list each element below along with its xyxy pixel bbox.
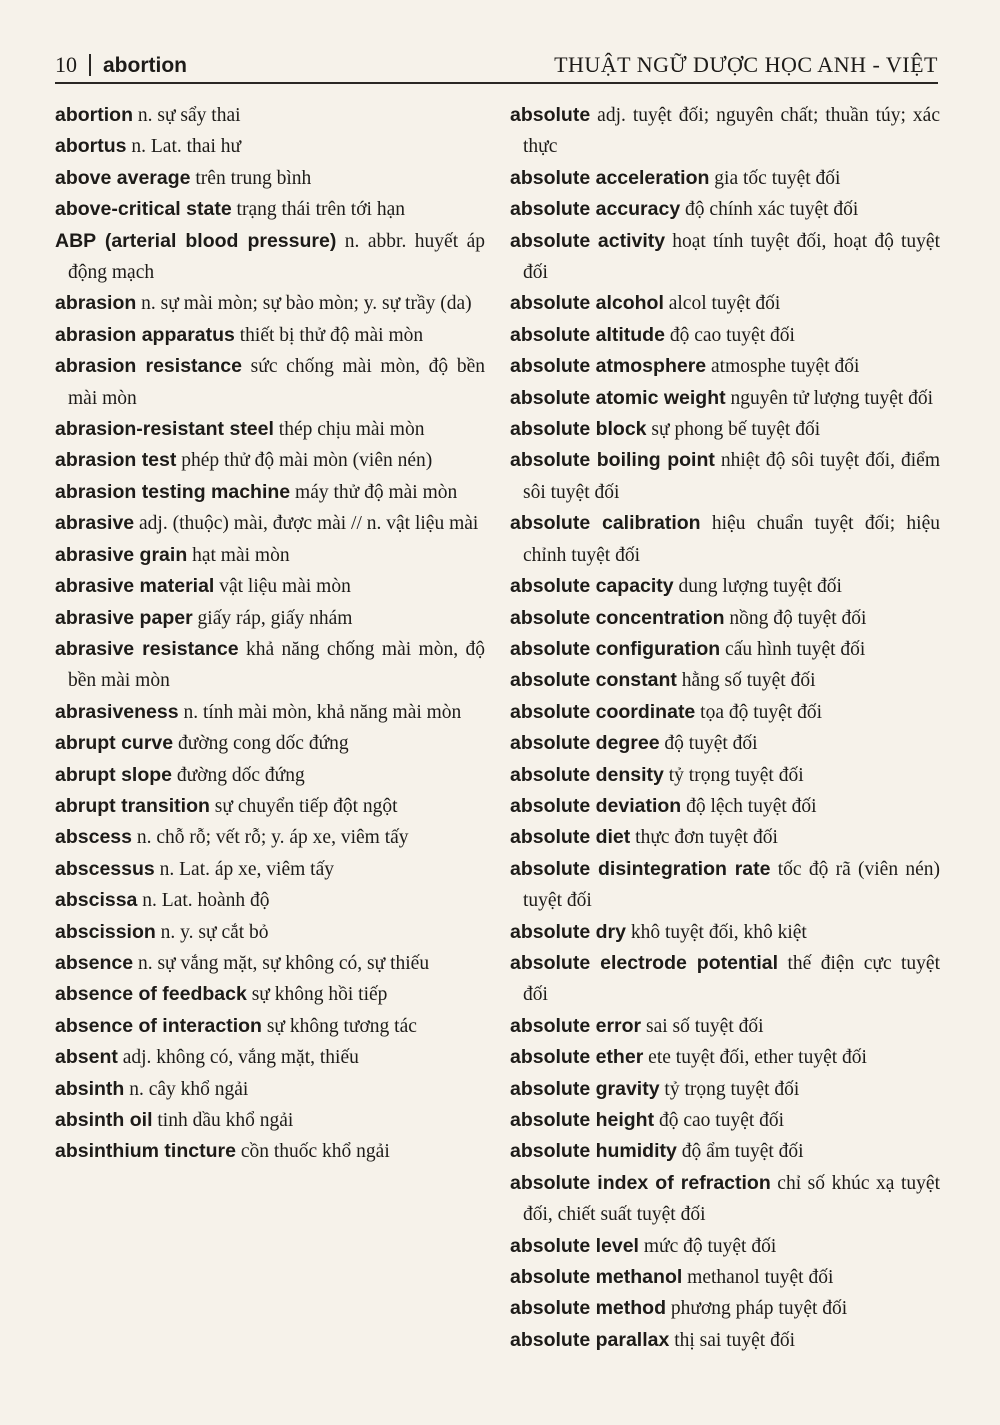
entry-term: abscission <box>55 920 156 943</box>
dictionary-entry <box>55 885 485 916</box>
entry-definition: sự không hồi tiếp <box>246 984 388 1006</box>
entry-term: absinthium tincture <box>55 1140 236 1163</box>
entry-term: absolute configuration <box>510 637 721 660</box>
entry-term: absolute disintegration rate <box>510 857 771 880</box>
dictionary-entry <box>510 508 940 571</box>
entry-term: abortus <box>55 135 127 158</box>
entry-definition: độ lệch tuyệt đối <box>681 795 817 817</box>
entry-definition: n. sự vắng mặt, sự không có, sự thiếu <box>133 952 430 974</box>
entry-term: abrasive material <box>55 575 215 598</box>
dictionary-entry <box>510 822 940 853</box>
entry-definition: phương pháp tuyệt đối <box>666 1298 848 1320</box>
dictionary-entry <box>55 1136 485 1167</box>
entry-definition: n. Lat. hoành độ <box>137 890 270 912</box>
entry-term: absinth oil <box>55 1109 153 1131</box>
entry-definition: hạt mài mòn <box>187 544 290 566</box>
entry-term: absinth <box>55 1077 125 1100</box>
entry-term: absent <box>55 1046 118 1069</box>
entry-term: abrasion <box>55 292 137 315</box>
dictionary-entry <box>55 163 485 194</box>
entry-term: absolute atmosphere <box>510 355 707 378</box>
entry-term: absolute dry <box>510 920 626 943</box>
dictionary-entry <box>510 697 940 728</box>
dictionary-entry <box>55 760 485 791</box>
dictionary-entry <box>55 508 485 539</box>
entry-term: abrasive grain <box>55 543 188 566</box>
entry-term: abrupt curve <box>55 732 174 755</box>
entry-definition: adj. không có, vắng mặt, thiếu <box>117 1047 359 1069</box>
entry-definition: tỷ trọng tuyệt đối <box>663 764 804 786</box>
dictionary-entry <box>510 320 940 351</box>
entry-definition: cồn thuốc khổ ngải <box>235 1141 390 1163</box>
header-left <box>55 52 187 78</box>
entry-term: absolute activity <box>510 229 666 252</box>
entry-definition: hằng số tuyệt đối <box>676 670 816 692</box>
entry-term: above average <box>55 166 191 189</box>
entry-definition: sai số tuyệt đối <box>641 1015 764 1037</box>
dictionary-entry <box>55 979 485 1010</box>
dictionary-entry <box>510 854 940 917</box>
entry-definition: độ ẩm tuyệt đối <box>676 1141 804 1163</box>
dictionary-entry <box>55 477 485 508</box>
entry-definition: độ cao tuyệt đối <box>654 1110 785 1131</box>
header-divider <box>89 54 91 76</box>
dictionary-entry <box>55 351 485 414</box>
dictionary-entry <box>55 854 485 885</box>
entry-term: absolute gravity <box>510 1077 660 1100</box>
dictionary-entry <box>55 791 485 822</box>
entry-definition: máy thử độ mài mòn <box>290 481 458 503</box>
entry-definition: chỉ số khúc xạ tuyệt đối, chiết suất tuyệt đối <box>523 1172 940 1226</box>
dictionary-entry <box>55 131 485 162</box>
entry-term: absolute capacity <box>510 575 674 598</box>
entry-term: abrupt transition <box>55 794 210 817</box>
entry-definition: n. y. sự cắt bỏ <box>155 921 269 943</box>
entry-term: ABP (arterial blood pressure) <box>55 229 337 252</box>
dictionary-entry <box>510 665 940 696</box>
entry-definition: n. Lat. thai hư <box>126 136 242 158</box>
dictionary-entry <box>55 226 485 289</box>
dictionary-entry <box>55 100 485 131</box>
entry-term: absolute method <box>510 1297 667 1320</box>
dictionary-entry <box>510 1074 940 1105</box>
entry-term: absolute density <box>510 763 664 786</box>
entry-definition: hiệu chuẩn tuyệt đối; hiệu chỉnh tuyệt đối <box>523 513 940 566</box>
entry-definition: thế điện cực tuyệt đối <box>523 952 941 1006</box>
dictionary-entry <box>510 603 940 634</box>
entry-definition: mức độ tuyệt đối <box>638 1235 777 1257</box>
entry-definition: adj. tuyệt đối; nguyên chất; thuần túy; xác thực <box>523 105 940 158</box>
entry-term: abscess <box>55 826 132 849</box>
entry-term: absolute acceleration <box>510 166 710 189</box>
entry-definition: sức chống mài mòn, độ bền mài mòn <box>68 356 485 409</box>
entry-definition: tốc độ rã (viên nén) tuyệt đối <box>523 858 941 912</box>
dictionary-entry <box>55 728 485 759</box>
entry-term: abrasion-resistant steel <box>55 418 274 441</box>
entry-definition: khô tuyệt đối, khô kiệt <box>625 921 807 943</box>
entry-term: abrasion resistance <box>55 355 242 378</box>
entry-term: absolute diet <box>510 826 631 849</box>
entry-term: above-critical state <box>55 198 232 221</box>
entry-term: absolute height <box>510 1109 655 1131</box>
dictionary-entry <box>510 1325 940 1356</box>
dictionary-entry <box>510 791 940 822</box>
dictionary-entry <box>55 948 485 979</box>
dictionary-entry <box>55 634 485 697</box>
entry-term: abrasiveness <box>55 700 179 723</box>
page-header <box>55 44 938 84</box>
dictionary-entry <box>510 728 940 759</box>
entry-definition: n. abbr. huyết áp động mạch <box>68 230 485 284</box>
entry-definition: sự chuyển tiếp đột ngột <box>209 795 398 817</box>
dictionary-entry <box>510 383 940 414</box>
entry-definition: thị sai tuyệt đối <box>669 1329 795 1351</box>
dictionary-entry <box>55 603 485 634</box>
dictionary-entry <box>55 1074 485 1105</box>
dictionary-entry <box>510 760 940 791</box>
dictionary-entry <box>55 540 485 571</box>
dictionary-entry <box>510 1042 940 1073</box>
dictionary-entry <box>510 634 940 665</box>
entry-definition: thực đơn tuyệt đối <box>630 827 778 849</box>
dictionary-entry <box>510 226 940 289</box>
left-column <box>55 100 485 1168</box>
entry-definition: tọa độ tuyệt đối <box>695 701 823 723</box>
dictionary-entry <box>55 320 485 351</box>
dictionary-entry <box>55 194 485 225</box>
dictionary-entry <box>55 288 485 319</box>
entry-term: absolute error <box>510 1014 642 1037</box>
right-column <box>510 100 940 1356</box>
dictionary-entry <box>510 1231 940 1262</box>
dictionary-entry <box>55 445 485 476</box>
entry-term: absolute methanol <box>510 1266 683 1289</box>
dictionary-entry <box>55 571 485 602</box>
entry-definition: vật liệu mài mòn <box>214 576 351 598</box>
dictionary-entry <box>510 194 940 225</box>
dictionary-entry <box>55 1042 485 1073</box>
entry-term: abrasive resistance <box>55 637 239 660</box>
entry-term: abortion <box>55 104 133 126</box>
dictionary-entry <box>510 445 940 508</box>
dictionary-entry <box>510 1136 940 1167</box>
entry-definition: n. tính mài mòn, khả năng mài mòn <box>178 701 462 723</box>
entry-term: absence <box>55 951 134 974</box>
dictionary-entry <box>510 351 940 382</box>
page-number: 10 <box>55 52 77 77</box>
entry-definition: nồng độ tuyệt đối <box>724 607 867 629</box>
dictionary-entry <box>510 414 940 445</box>
entry-definition: thiết bị thử độ mài mòn <box>234 324 424 346</box>
entry-definition: cấu hình tuyệt đối <box>720 638 866 660</box>
entry-definition: n. Lat. áp xe, viêm tấy <box>154 858 334 880</box>
entry-definition: atmosphe tuyệt đối <box>706 356 860 378</box>
entry-term: absolute coordinate <box>510 700 696 723</box>
dictionary-entry <box>510 1105 940 1136</box>
entry-definition: khả năng chống mài mòn, độ bền mài mòn <box>68 638 486 692</box>
entry-definition: độ cao tuyệt đối <box>664 324 795 346</box>
entry-term: absolute block <box>510 418 647 441</box>
entry-definition: trạng thái trên tới hạn <box>231 199 405 221</box>
entry-definition: sự phong bế tuyệt đối <box>646 419 821 441</box>
dictionary-entry <box>55 1105 485 1136</box>
entry-definition: độ tuyệt đối <box>659 733 758 755</box>
entry-definition: thép chịu mài mòn <box>273 419 425 441</box>
entry-term: abrasive <box>55 512 135 535</box>
dictionary-entry <box>55 414 485 445</box>
entry-definition: phép thử độ mài mòn (viên nén) <box>176 450 433 472</box>
entry-definition: sự không tương tác <box>261 1015 417 1037</box>
entry-definition: đường dốc đứng <box>172 764 305 786</box>
entry-definition: n. sự sẩy thai <box>133 105 241 126</box>
entry-definition: n. sự mài mòn; sự bào mòn; y. sự trầy (da) <box>136 293 472 315</box>
entry-term: abrasive paper <box>55 606 193 629</box>
entry-definition: adj. (thuộc) mài, được mài // n. vật liệu mài <box>134 513 479 535</box>
dictionary-entry <box>510 917 940 948</box>
dictionary-entry <box>510 1293 940 1324</box>
entry-term: absolute parallax <box>510 1328 670 1351</box>
entry-definition: tỷ trọng tuyệt đối <box>659 1078 800 1100</box>
entry-term: absolute deviation <box>510 794 682 817</box>
entry-definition: độ chính xác tuyệt đối <box>680 199 859 221</box>
dictionary-entry <box>510 571 940 602</box>
entry-term: absolute atomic weight <box>510 386 726 409</box>
entry-term: absolute boiling point <box>510 449 715 472</box>
dictionary-entry <box>510 1262 940 1293</box>
dictionary-entry <box>510 163 940 194</box>
entry-term: absolute electrode potential <box>510 951 779 974</box>
entry-definition: giấy ráp, giấy nhám <box>192 607 353 629</box>
entry-definition: dung lượng tuyệt đối <box>673 576 842 598</box>
dictionary-entry <box>510 1168 940 1231</box>
entry-term: absolute <box>510 104 591 126</box>
dictionary-entry <box>55 1011 485 1042</box>
entry-definition: nhiệt độ sôi tuyệt đối, điểm sôi tuyệt đối <box>523 450 940 503</box>
dictionary-entry <box>510 1011 940 1042</box>
entry-definition: đường cong dốc đứng <box>173 733 349 755</box>
entry-definition: n. cây khổ ngải <box>124 1078 249 1100</box>
entry-term: absolute ether <box>510 1046 644 1069</box>
dictionary-entry <box>55 697 485 728</box>
entry-definition: tinh dầu khổ ngải <box>152 1110 294 1131</box>
entry-definition: trên trung bình <box>190 167 312 189</box>
dictionary-entry <box>510 948 940 1011</box>
entry-definition: methanol tuyệt đối <box>682 1267 834 1289</box>
entry-term: absolute degree <box>510 732 660 755</box>
entry-term: abrasion test <box>55 449 177 472</box>
entry-term: abrasion apparatus <box>55 323 235 346</box>
entry-term: absolute calibration <box>510 512 701 535</box>
entry-term: absolute level <box>510 1234 639 1257</box>
entry-term: absolute concentration <box>510 606 725 629</box>
guide-word: abortion <box>103 54 187 77</box>
entry-term: absolute alcohol <box>510 292 664 315</box>
entry-term: absolute accuracy <box>510 198 681 221</box>
entry-term: abrupt slope <box>55 763 173 786</box>
entry-term: absence of interaction <box>55 1014 262 1037</box>
entry-term: abrasion testing machine <box>55 480 291 503</box>
entry-definition: hoạt tính tuyệt đối, hoạt độ tuyệt đối <box>523 230 940 284</box>
entry-term: absence of feedback <box>55 983 247 1006</box>
dictionary-entry <box>55 822 485 853</box>
entry-definition: alcol tuyệt đối <box>663 293 781 315</box>
entry-definition: gia tốc tuyệt đối <box>709 167 841 189</box>
entry-term: absolute altitude <box>510 323 665 346</box>
entry-term: absolute constant <box>510 669 677 692</box>
entry-definition: nguyên tử lượng tuyệt đối <box>725 387 934 409</box>
entry-definition: n. chỗ rỗ; vết rỗ; y. áp xe, viêm tấy <box>131 827 409 849</box>
entry-definition: ete tuyệt đối, ether tuyệt đối <box>643 1047 867 1069</box>
dictionary-entry <box>55 917 485 948</box>
dictionary-entry <box>510 100 940 163</box>
entry-term: abscessus <box>55 857 155 880</box>
book-title: THUẬT NGỮ DƯỢC HỌC ANH - VIỆT <box>554 52 938 77</box>
entry-term: abscissa <box>55 889 138 912</box>
dictionary-entry <box>510 288 940 319</box>
entry-term: absolute index of refraction <box>510 1171 771 1194</box>
entry-term: absolute humidity <box>510 1140 677 1163</box>
